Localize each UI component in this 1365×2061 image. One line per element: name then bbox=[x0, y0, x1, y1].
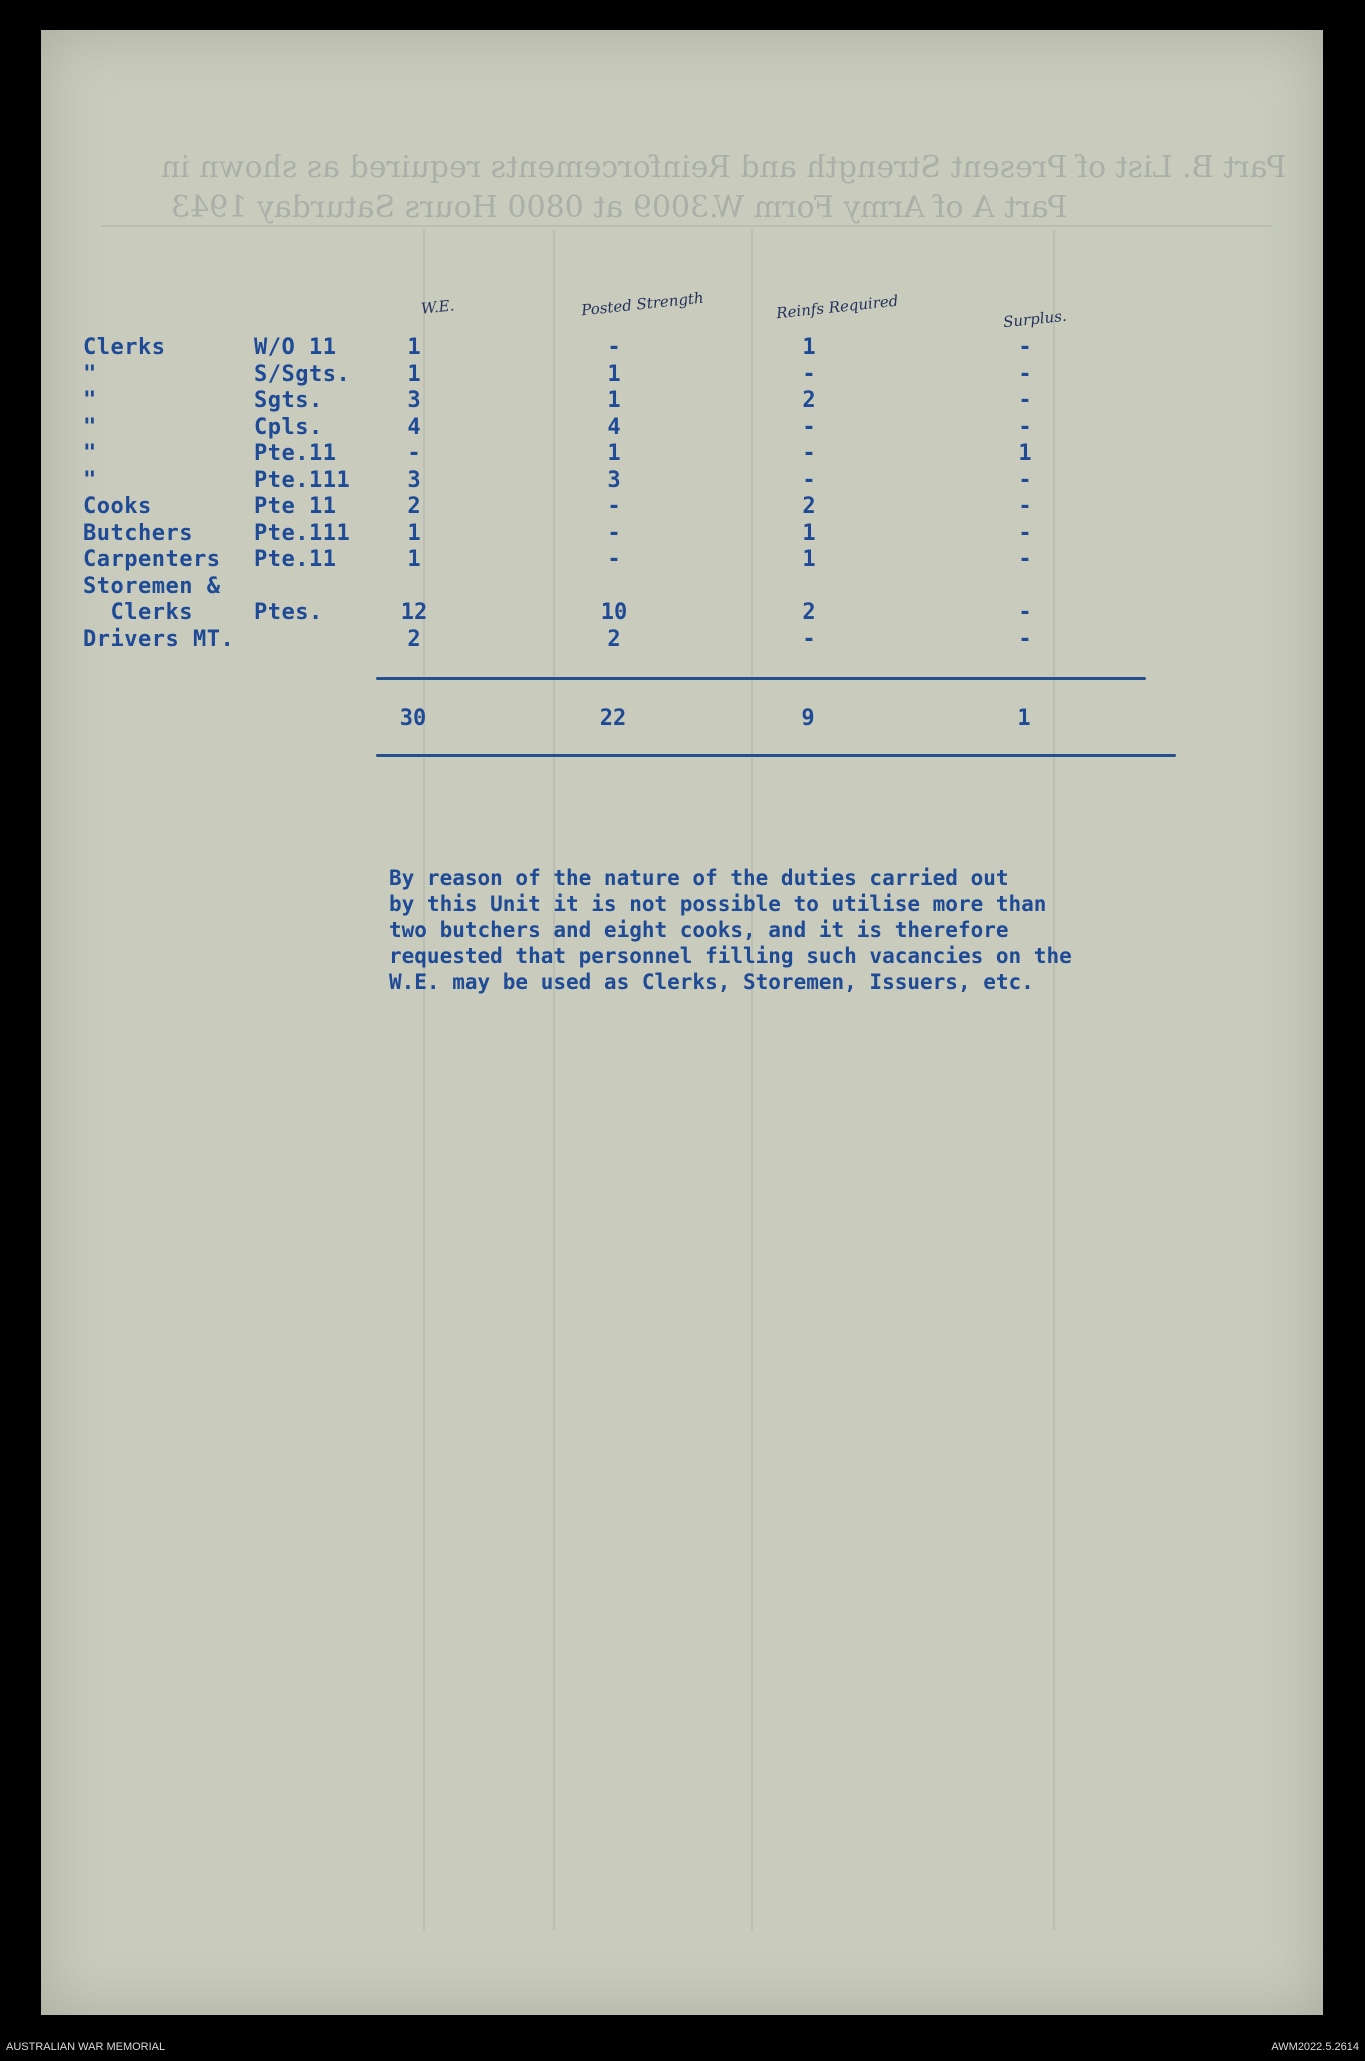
row-posted: - bbox=[607, 494, 621, 519]
row-we: 1 bbox=[407, 547, 421, 572]
row-posted: 1 bbox=[607, 361, 621, 387]
row-trade: Carpenters bbox=[83, 547, 221, 572]
show-through-rule bbox=[1053, 230, 1055, 1930]
row-posted: 1 bbox=[607, 388, 621, 413]
show-through-rule bbox=[101, 225, 1271, 227]
row-surplus: - bbox=[1018, 626, 1032, 652]
row-we: 3 bbox=[407, 388, 421, 413]
row-posted: 1 bbox=[607, 441, 621, 466]
row-surplus: - bbox=[1018, 335, 1032, 360]
row-reinfs: 1 bbox=[802, 547, 816, 572]
row-posted: 4 bbox=[607, 414, 621, 440]
total-we: 30 bbox=[399, 706, 427, 731]
row-rank: Pte 11 bbox=[254, 494, 337, 519]
row-we: 4 bbox=[407, 414, 421, 440]
row-surplus: - bbox=[1018, 547, 1032, 572]
row-trade: Clerks bbox=[83, 335, 166, 360]
row-rank: Pte.111 bbox=[254, 520, 351, 546]
row-we: 3 bbox=[407, 467, 421, 493]
row-rank: W/O 11 bbox=[254, 335, 337, 360]
row-reinfs: - bbox=[802, 361, 816, 387]
row-trade: Storemen & bbox=[83, 573, 221, 599]
show-through-text: Part B. List of Present Strength and Reinforcements required as shown in bbox=[161, 150, 1287, 185]
row-reinfs: 2 bbox=[802, 494, 816, 519]
row-surplus: - bbox=[1018, 388, 1032, 413]
show-through-text: Part A of Army Form W.3009 at 0800 Hours Saturday 1943 bbox=[171, 190, 1068, 225]
row-reinfs: 1 bbox=[802, 335, 816, 360]
header-we: W.E. bbox=[420, 296, 456, 318]
row-trade: " bbox=[83, 441, 97, 466]
row-trade: " bbox=[83, 414, 97, 440]
row-trade: Clerks bbox=[83, 600, 193, 625]
row-reinfs: 1 bbox=[802, 520, 816, 546]
row-surplus: - bbox=[1018, 467, 1032, 493]
row-surplus: - bbox=[1018, 361, 1032, 387]
row-surplus: - bbox=[1018, 414, 1032, 440]
show-through-rule bbox=[553, 230, 555, 1930]
row-surplus: - bbox=[1018, 494, 1032, 519]
row-trade: Butchers bbox=[83, 520, 193, 546]
row-posted: 2 bbox=[607, 626, 621, 652]
row-rank: S/Sgts. bbox=[254, 361, 351, 387]
row-rank: Pte.11 bbox=[254, 547, 337, 572]
row-we: 1 bbox=[407, 520, 421, 546]
total-rule-top bbox=[376, 677, 1146, 680]
header-posted: Posted Strength bbox=[580, 288, 705, 320]
footer-left: AUSTRALIAN WAR MEMORIAL bbox=[6, 2041, 166, 2053]
row-surplus: - bbox=[1018, 520, 1032, 546]
explanatory-note: By reason of the nature of the duties carried out by this Unit it is not possible to utilise more than two butchers and eight cooks, and it is therefore requested that personnel filling such vacancies on the W.E. may be used as Clerks, Storemen, Issuers, etc. bbox=[389, 866, 1072, 994]
row-posted: - bbox=[607, 335, 621, 360]
total-posted: 22 bbox=[599, 706, 627, 731]
row-trade: " bbox=[83, 388, 97, 413]
header-reinfs: Reinfs Required bbox=[775, 291, 900, 323]
row-rank: Ptes. bbox=[254, 600, 323, 625]
row-rank: Pte.111 bbox=[254, 467, 351, 493]
row-trade: " bbox=[83, 467, 97, 493]
row-we: 1 bbox=[407, 335, 421, 360]
row-posted: - bbox=[607, 520, 621, 546]
row-posted: 3 bbox=[607, 467, 621, 493]
row-reinfs: 2 bbox=[802, 600, 816, 625]
row-rank: Sgts. bbox=[254, 388, 323, 413]
show-through-rule bbox=[751, 230, 753, 1930]
row-reinfs: - bbox=[802, 626, 816, 652]
row-reinfs: 2 bbox=[802, 388, 816, 413]
document-page bbox=[41, 30, 1323, 2015]
row-we: - bbox=[407, 441, 421, 466]
header-surplus: Surplus. bbox=[1002, 306, 1068, 332]
row-trade: Cooks bbox=[83, 494, 152, 519]
row-rank: Cpls. bbox=[254, 414, 323, 440]
row-reinfs: - bbox=[802, 441, 816, 466]
total-rule-bottom bbox=[376, 754, 1176, 757]
row-trade: Drivers MT. bbox=[83, 626, 235, 652]
row-surplus: 1 bbox=[1018, 441, 1032, 466]
row-posted: - bbox=[607, 547, 621, 572]
archive-footer bbox=[0, 2015, 1365, 2061]
row-surplus: - bbox=[1018, 600, 1032, 625]
row-trade: " bbox=[83, 361, 97, 387]
row-we: 2 bbox=[407, 626, 421, 652]
row-posted: 10 bbox=[600, 600, 628, 625]
row-we: 1 bbox=[407, 361, 421, 387]
row-reinfs: - bbox=[802, 467, 816, 493]
total-surplus: 1 bbox=[1017, 706, 1031, 731]
row-we: 2 bbox=[407, 494, 421, 519]
row-reinfs: - bbox=[802, 414, 816, 440]
row-we: 12 bbox=[400, 600, 428, 625]
row-rank: Pte.11 bbox=[254, 441, 337, 466]
footer-right: AWM2022.5.2614 bbox=[1271, 2041, 1359, 2053]
total-reinfs: 9 bbox=[801, 706, 815, 731]
